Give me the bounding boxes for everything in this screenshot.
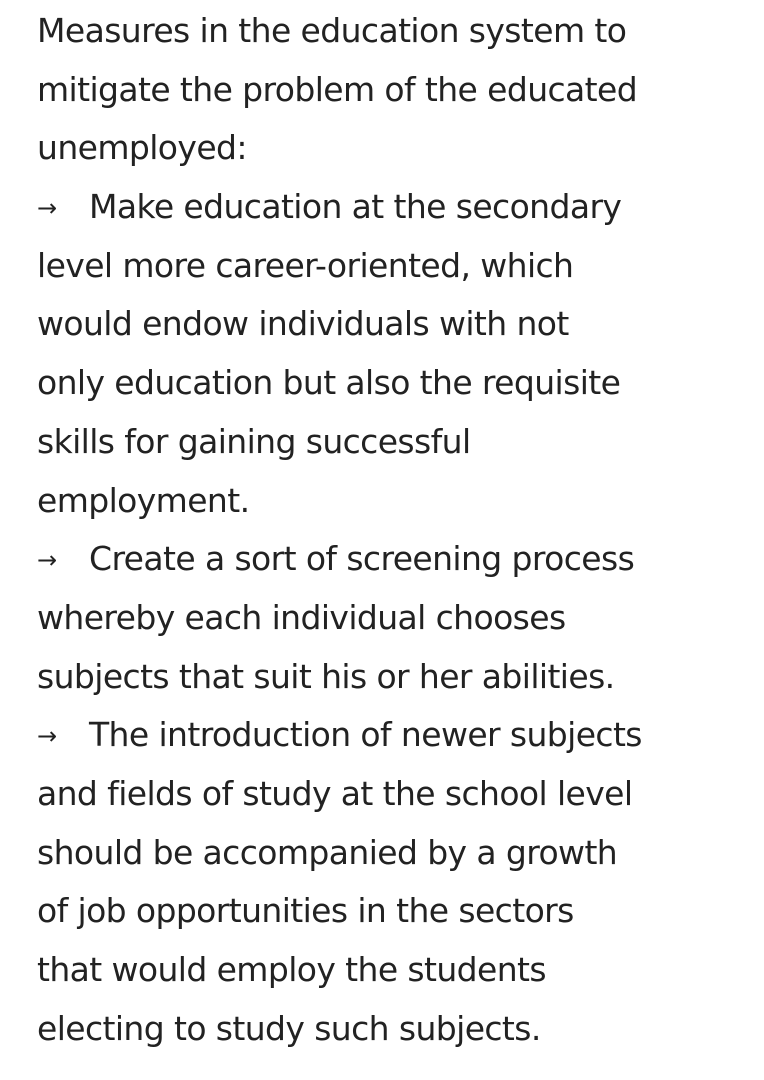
point-1	[37, 178, 752, 530]
point-line: subjects that suit his or her abilities.	[37, 656, 615, 696]
point-text: Make education at the secondary	[89, 187, 622, 227]
heading-line: mitigate the problem of the educated	[37, 69, 638, 109]
point-line: employment.	[37, 480, 250, 520]
point-line: should be accompanied by a growth	[37, 832, 618, 872]
point-text: Create a sort of screening process	[89, 539, 635, 579]
point-line: electing to study such subjects.	[37, 1008, 541, 1048]
point-line: would endow individuals with not	[37, 304, 569, 344]
point-line: skills for gaining successful	[37, 421, 471, 461]
point-line: that would employ the students	[37, 950, 546, 989]
point-line	[37, 706, 752, 765]
arrow-icon: →	[37, 546, 58, 575]
point-line: only education but also the requisite	[37, 363, 621, 403]
point-2	[37, 530, 752, 706]
heading	[37, 2, 752, 178]
point-line: whereby each individual chooses	[37, 597, 566, 637]
point-line	[37, 178, 752, 237]
point-line	[37, 530, 752, 589]
point-line: and fields of study at the school level	[37, 773, 633, 813]
point-3	[37, 706, 752, 1058]
arrow-icon: →	[37, 722, 58, 751]
heading-line: unemployed:	[37, 128, 247, 168]
point-line: of job opportunities in the sectors	[37, 891, 574, 931]
arrow-icon: →	[37, 194, 58, 223]
point-line: level more career-oriented, which	[37, 245, 574, 285]
heading-line: Measures in the education system to	[37, 11, 627, 50]
point-text: The introduction of newer subjects	[89, 715, 642, 755]
document-body	[37, 2, 752, 1058]
